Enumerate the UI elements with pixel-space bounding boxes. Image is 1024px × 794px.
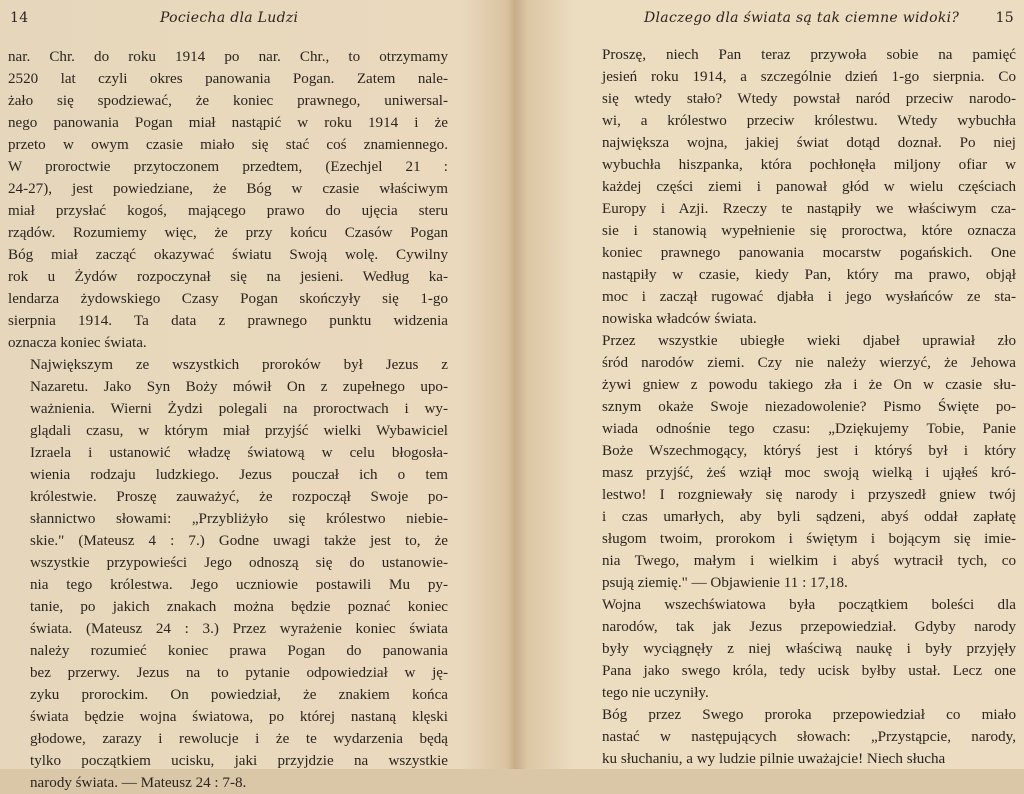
text-line: sie i stanowią wypełnienie się proroctwa, które oznacza [602, 223, 1016, 239]
text-line: sznym okaże Swoje niezadowolenie? Pismo Święte po- [602, 399, 1016, 415]
text-line: moc i zaczął rugować djabła i jego wysłańców ze sta- [602, 289, 1016, 305]
text-line: nowiska władców świata. [602, 311, 757, 327]
text-line: lestwo! I rozgniewały się narody i przyszedł gniew twój [602, 487, 1016, 503]
text-line: Pana jako swego króla, tedy ucisk byłby ustał. Lecz one [602, 663, 1016, 679]
text-line: oznacza koniec świata. [8, 335, 147, 351]
text-line: świata będzie wojna światowa, po której nastaną klęski [30, 709, 448, 725]
paragraph [580, 594, 1016, 704]
text-line: nastąpiły w czasie, kiedy Pan, który ma prawo, objął [602, 267, 1016, 283]
text-line: narodów, tak jak Jezus przepowiedział. Gdyby narody [602, 619, 1016, 635]
text-line: miał przysłać kogoś, mającego prawo do ujęcia steru [8, 203, 448, 219]
text-line: każdej części ziemi i panował głód w wielu częściach [602, 179, 1016, 195]
text-line: nastać w następujących słowach: „Przystąpcie, narody, [602, 729, 1016, 745]
text-line: tego nie uczyniły. [602, 685, 709, 701]
text-line: koniec prawnego panowania mocarstw pogańskich. One [602, 245, 1016, 261]
text-line: nego panowania Pogan miał nastąpić w roku 1914 i że [8, 115, 448, 131]
text-line: bez przerwy. Jezus na to pytanie odpowiedział w ję- [30, 665, 448, 681]
text-line: królestwie. Proszę zauważyć, że rozpoczął Swoje po- [30, 489, 448, 505]
paragraph [580, 704, 1016, 770]
left-page [0, 0, 508, 791]
paragraph [580, 330, 1016, 594]
left-page-header [10, 10, 498, 30]
text-line: W proroctwie przytoczonem przedtem, (Ezechjel 21 : [8, 159, 448, 175]
text-line: były wyciągnęły z niej właściwą naukę i były przyjęły [602, 641, 1016, 657]
right-page [516, 0, 1024, 769]
text-line: Wojna wszechświatowa była początkiem boleści dla [602, 597, 1016, 613]
text-line: lendarza żydowskiego Czasy Pogan skończyły się 1-go [8, 291, 448, 307]
text-line: ważnienia. Wierni Żydzi polegali na proroctwach i wy- [30, 401, 448, 417]
paragraph [8, 46, 448, 354]
right-page-header [526, 10, 1014, 30]
running-title: Pociecha dla Ludzi [160, 10, 299, 26]
text-line: Izraela i ustanowić władzę światową w celu błogosła- [30, 445, 448, 461]
text-line: nia tego królestwa. Jego uczniowie postawili Mu py- [30, 577, 448, 593]
text-line: słannictwo słowami: „Przybliżyło się królestwo niebie- [30, 511, 448, 527]
text-line: psują ziemię." — Objawienie 11 : 17,18. [602, 575, 848, 591]
text-line: 24-27), jest powiedziane, że Bóg w czasie właściwym [8, 181, 448, 197]
text-line: jesień roku 1914, a szczególnie dzień 1-go sierpnia. Co [602, 69, 1016, 85]
text-line: Bóg przez Swego proroka przepowiedział co miało [602, 707, 1016, 723]
text-line: masz przyjść, żeś wziął moc swoją wielką i ująłeś kró- [602, 465, 1016, 481]
text-line: Największym ze wszystkich proroków był Jezus z [30, 357, 448, 373]
text-line: Przez wszystkie ubiegłe wieki djabeł uprawiał zło [602, 333, 1016, 349]
text-line: Europy i Azji. Rzeczy te nastąpiły we właściwym cza- [602, 201, 1016, 217]
paragraph [580, 44, 1016, 330]
text-line: rządów. Rozumiemy więc, że przy końcu Czasów Pogan [8, 225, 448, 241]
text-line: żało się spodziewać, że koniec prawnego, uniwersal- [8, 93, 448, 109]
text-line: wi, a królestwo przeciw królestwu. Wtedy wybuchła [602, 113, 1016, 129]
text-line: śród narodów ziemi. Czy nie należy wierzyć, że Jehowa [602, 355, 1016, 371]
text-line: się wtedy stało? Wtedy powstał naród przeciw narodo- [602, 91, 1016, 107]
text-line: Bóg miał zacząć okazywać światu Swoją wolę. Cywilny [8, 247, 448, 263]
text-line: nar. Chr. do roku 1914 po nar. Chr., to otrzymamy [8, 49, 448, 65]
text-line: tanie, po jakich znakach można będzie poznać koniec [30, 599, 448, 615]
text-line: największa wojna, jakiej świat dotąd doznał. Po niej [602, 135, 1016, 151]
text-line: skie." (Mateusz 4 : 7.) Godne uwagi także jest to, że [30, 533, 448, 549]
text-line: wszystkie przypowieści Jego odnoszą się do ustanowie- [30, 555, 448, 571]
text-line: przeto w owym czasie miało się stać coś znamiennego. [8, 137, 448, 153]
text-line: należy rozumieć koniec prawa Pogan do panowania [30, 643, 448, 659]
text-line: 2520 lat czyli okres panowania Pogan. Zatem nale- [8, 71, 448, 87]
text-line: narody świata. — Mateusz 24 : 7-8. [30, 775, 247, 791]
text-line: Proszę, niech Pan teraz przywoła sobie na pamięć [602, 47, 1016, 63]
text-line: świata. (Mateusz 24 : 3.) Przez wyrażenie koniec świata [30, 621, 448, 637]
page-number: 14 [10, 10, 29, 26]
text-line: nia Twego, małym i wielkim i abyś wytracił tych, co [602, 553, 1016, 569]
text-line: Boże Wszechmogący, któryś jest i któryś był i który [602, 443, 1016, 459]
text-line: sługom twoim, prorokom i świętym i bojącym się imie- [602, 531, 1016, 547]
page-number: 15 [995, 10, 1014, 26]
text-line: sierpnia 1914. Ta data z prawnego punktu widzenia [8, 313, 448, 329]
paragraph [8, 354, 448, 794]
text-line: glądali czasu, w którym miał przyjść wielki Wybawiciel [30, 423, 448, 439]
text-line: głodowe, zarazy i rewolucje i że te wydarzenia będą [30, 731, 448, 747]
text-line: tylko początkiem ucisku, jaki przyjdzie na wszystkie [30, 753, 448, 769]
text-line: wiada odnośnie tego czasu: „Dziękujemy Tobie, Panie [602, 421, 1016, 437]
text-line: wybuchła hiszpanka, która pochłonęła miljony ofiar w [602, 157, 1016, 173]
text-line: ku słuchaniu, a wy ludzie pilnie uważajcie! Niech słucha [602, 751, 946, 767]
left-page-body [8, 46, 448, 794]
text-line: zyku prorockim. On powiedział, że znakiem końca [30, 687, 448, 703]
text-line: rok u Żydów rozpoczynał się na jesieni. Według ka- [8, 269, 448, 285]
right-page-body [580, 44, 1016, 770]
text-line: wienia rodzaju ludzkiego. Jezus pouczał ich o tem [30, 467, 448, 483]
text-line: i czas umarłych, aby byli sądzeni, abyś oddał zapłatę [602, 509, 1016, 525]
running-title: Dlaczego dla świata są tak ciemne widoki? [644, 10, 960, 26]
text-line: Nazaretu. Jako Syn Boży mówił On z zupełnego upo- [30, 379, 448, 395]
text-line: żywi gniew z powodu takiego zła i że On w czasie słu- [602, 377, 1016, 393]
